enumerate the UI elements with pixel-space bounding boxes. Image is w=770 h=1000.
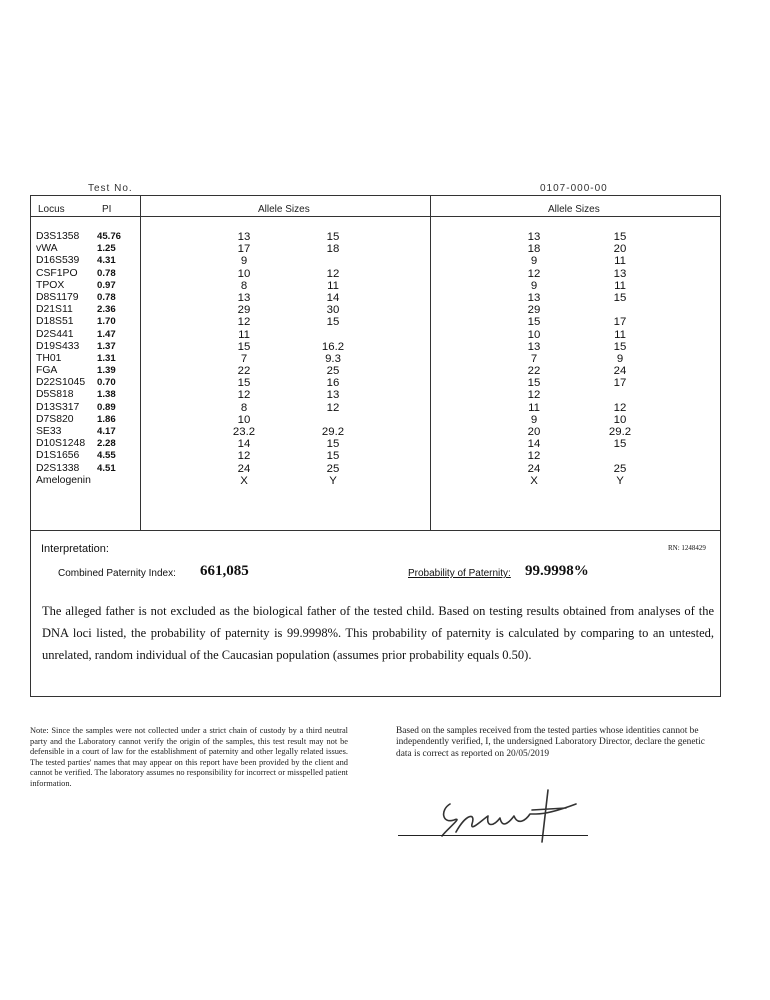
interpretation-label: Interpretation: bbox=[41, 543, 109, 555]
table-cell: 15 bbox=[527, 316, 541, 329]
table-cell: D21S11 bbox=[36, 304, 73, 316]
cut-header-right: 0107-000-00 bbox=[540, 183, 608, 191]
table-cell: 15 bbox=[613, 340, 627, 353]
table-cell: 1.86 bbox=[97, 413, 116, 425]
table-cell: 11 bbox=[327, 279, 339, 292]
table-cell: 24 bbox=[527, 462, 541, 475]
table-cell: 0.78 bbox=[97, 267, 116, 279]
table-cell: TH01 bbox=[36, 352, 62, 364]
table-cell: D2S1338 bbox=[36, 462, 80, 474]
table-cell: 17 bbox=[237, 243, 251, 256]
table-cell: 13 bbox=[613, 267, 627, 280]
table-cell: 15 bbox=[613, 438, 627, 451]
table-cell: 9 bbox=[530, 413, 538, 426]
table-cell: 11 bbox=[614, 328, 626, 341]
table-cell: 24 bbox=[237, 462, 251, 475]
table-cell: 12 bbox=[613, 401, 627, 414]
table-cell: 20 bbox=[527, 426, 541, 438]
table-cell: 12 bbox=[237, 389, 251, 402]
table-cell: 29.2 bbox=[608, 426, 632, 438]
table-cell: D5S818 bbox=[36, 389, 74, 401]
table-cell: 20 bbox=[613, 243, 627, 256]
table-cell: 17 bbox=[613, 377, 627, 390]
table-cell: X bbox=[240, 474, 248, 487]
table-cell: 25 bbox=[326, 365, 340, 378]
table-cell: FGA bbox=[36, 365, 58, 377]
cpi-value: 661,085 bbox=[200, 563, 249, 579]
table-cell: D19S433 bbox=[36, 340, 80, 352]
table-cell: 12 bbox=[527, 267, 541, 280]
table-cell: 16.2 bbox=[321, 340, 345, 353]
table-cell: 9 bbox=[616, 352, 624, 365]
table-cell: 11 bbox=[238, 328, 250, 341]
table-cell: 9 bbox=[530, 279, 538, 292]
table-cell: 24 bbox=[613, 365, 627, 378]
table-cell: 7 bbox=[240, 352, 248, 365]
cut-header-left: Test No. bbox=[88, 183, 133, 191]
table-cell: 4.51 bbox=[97, 462, 116, 474]
table-cell: 1.37 bbox=[97, 340, 116, 352]
table-cell: Y bbox=[329, 474, 337, 487]
table-cell: 13 bbox=[527, 340, 541, 353]
table-cell: 12 bbox=[527, 450, 541, 463]
table-cell: 2.36 bbox=[97, 304, 116, 316]
table-cell: 8 bbox=[240, 401, 248, 414]
table-cell: 30 bbox=[326, 304, 340, 317]
table-cell: 12 bbox=[237, 316, 251, 329]
table-cell: 4.55 bbox=[97, 450, 116, 462]
table-cell: 15 bbox=[613, 291, 627, 304]
table-cell bbox=[600, 389, 640, 401]
table-cell: X bbox=[530, 474, 538, 487]
table-cell: 0.78 bbox=[97, 291, 116, 303]
table-cell: 25 bbox=[326, 462, 340, 475]
table-cell: 18 bbox=[527, 243, 541, 256]
table-cell: 13 bbox=[527, 231, 541, 243]
director-declaration: Based on the samples received from the tested parties whose identities cannot be independently verified, I, the undersigned Laboratory Director, declare the genetic data is correct as reported on 20/05/2019 bbox=[396, 726, 705, 759]
table-cell: 11 bbox=[614, 279, 626, 292]
column-divider bbox=[430, 195, 431, 530]
table-cell: vWA bbox=[36, 243, 58, 255]
table-cell: 15 bbox=[326, 438, 340, 451]
table-cell: 2.28 bbox=[97, 438, 116, 450]
table-cell: 8 bbox=[240, 279, 248, 292]
table-cell: 13 bbox=[527, 291, 541, 304]
person1-allele1-column bbox=[224, 231, 264, 487]
column-divider bbox=[140, 195, 141, 530]
table-cell: CSF1PO bbox=[36, 267, 78, 279]
person2-allele1-column bbox=[514, 231, 554, 487]
table-cell: 18 bbox=[326, 243, 340, 256]
table-cell: 9 bbox=[530, 255, 538, 268]
table-cell: 29 bbox=[237, 304, 251, 317]
table-cell: 12 bbox=[527, 389, 541, 402]
table-cell: 22 bbox=[527, 365, 541, 378]
table-cell: 14 bbox=[527, 438, 541, 451]
person1-allele2-column bbox=[313, 231, 353, 487]
table-cell: 16 bbox=[326, 377, 340, 390]
table-cell: 25 bbox=[613, 462, 627, 475]
table-cell bbox=[97, 475, 137, 487]
table-cell: 9.3 bbox=[325, 352, 341, 365]
table-cell: 15 bbox=[237, 377, 251, 390]
table-cell: 1.47 bbox=[97, 328, 116, 340]
table-cell: 4.17 bbox=[97, 426, 116, 437]
table-cell: 15 bbox=[326, 231, 340, 243]
locus-header: Locus bbox=[38, 204, 65, 215]
table-cell: 1.31 bbox=[97, 352, 116, 364]
pi-column bbox=[97, 231, 137, 487]
table-cell: 0.70 bbox=[97, 377, 116, 389]
table-cell: 0.89 bbox=[97, 401, 116, 413]
table-cell: 15 bbox=[527, 377, 541, 390]
table-cell: D13S317 bbox=[36, 401, 80, 413]
table-cell: 15 bbox=[237, 340, 251, 353]
table-cell: 14 bbox=[326, 291, 340, 304]
cpi-label: Combined Paternity Index: bbox=[58, 568, 176, 579]
table-cell: 12 bbox=[326, 401, 340, 414]
table-cell: D2S441 bbox=[36, 328, 74, 340]
table-cell bbox=[313, 329, 353, 341]
table-cell: 13 bbox=[237, 231, 251, 243]
table-cell: 1.25 bbox=[97, 243, 116, 255]
table-cell: SE33 bbox=[36, 426, 62, 437]
table-cell: 11 bbox=[614, 255, 626, 268]
rn-number: RN: 1248429 bbox=[668, 544, 706, 552]
table-cell: 7 bbox=[530, 352, 538, 365]
interpretation-paragraph: The alleged father is not excluded as the biological father of the tested child. Based on testing results obtained from analyses of the DNA loci listed, the probability of paternity is 99.9998%. This probability of paternity is calculated by comparing to an untested, unrelated, random individual of the Caucasian population (assumes prior probability equals 0.50). bbox=[42, 604, 714, 662]
table-cell bbox=[600, 450, 640, 462]
table-cell: 14 bbox=[237, 438, 251, 451]
table-cell: 45.76 bbox=[97, 231, 122, 242]
table-cell: D7S820 bbox=[36, 413, 74, 425]
table-cell: 13 bbox=[237, 291, 251, 304]
table-cell: 15 bbox=[326, 316, 340, 329]
table-cell bbox=[600, 304, 640, 316]
person2-allele2-column bbox=[600, 231, 640, 487]
signature-line bbox=[398, 835, 588, 836]
table-cell: Amelogenin bbox=[36, 474, 91, 486]
table-cell: 10 bbox=[237, 267, 251, 280]
table-cell: Y bbox=[616, 474, 624, 487]
table-cell: 11 bbox=[528, 401, 540, 414]
probability-label: Probability of Paternity: bbox=[408, 568, 511, 579]
table-cell: D8S1179 bbox=[36, 291, 79, 303]
table-cell: 22 bbox=[237, 365, 251, 378]
table-cell: D22S1045 bbox=[36, 377, 86, 389]
table-cell: 23.2 bbox=[232, 426, 256, 438]
table-cell: D10S1248 bbox=[36, 438, 86, 450]
allele-sizes-header-1: Allele Sizes bbox=[258, 204, 310, 215]
table-cell: 4.31 bbox=[97, 255, 116, 267]
pi-header: PI bbox=[102, 204, 112, 215]
table-cell: 1.39 bbox=[97, 365, 116, 377]
table-cell: D16S539 bbox=[36, 255, 80, 267]
table-cell bbox=[313, 255, 353, 267]
table-cell: 10 bbox=[527, 328, 541, 341]
table-cell: 29.2 bbox=[321, 426, 345, 438]
table-cell: 15 bbox=[613, 231, 627, 243]
table-cell: 10 bbox=[613, 413, 627, 426]
table-cell: 1.38 bbox=[97, 389, 116, 401]
table-cell: D18S51 bbox=[36, 316, 74, 328]
table-cell: 17 bbox=[613, 316, 627, 329]
table-cell: 12 bbox=[326, 267, 340, 280]
allele-sizes-header-2: Allele Sizes bbox=[548, 204, 600, 215]
probability-value: 99.9998% bbox=[525, 563, 589, 579]
table-cell: 1.70 bbox=[97, 316, 116, 328]
table-cell: 0.97 bbox=[97, 279, 116, 291]
table-cell: 12 bbox=[237, 450, 251, 463]
table-cell: 13 bbox=[326, 389, 340, 402]
table-cell: 9 bbox=[240, 255, 248, 268]
custody-note: Note: Since the samples were not collected under a strict chain of custody by a third neutral party and the Laboratory cannot verify the origin of the samples, this test result may not be defensible in a court of law for the establishment of paternity and other legally related issues. The tested parties' names that may appear on this report have been provided by the client and cannot be verified. The laboratory assumes no responsibility for incorrect or misspelled patient information. bbox=[30, 726, 348, 788]
table-cell bbox=[313, 414, 353, 426]
table-cell: 29 bbox=[527, 304, 541, 317]
table-bottom-line bbox=[30, 530, 721, 531]
table-cell: D1S1656 bbox=[36, 450, 80, 462]
locus-column bbox=[36, 231, 96, 487]
table-header-row bbox=[30, 195, 721, 217]
table-cell: 15 bbox=[326, 450, 340, 463]
table-cell: 10 bbox=[237, 413, 251, 426]
table-cell: D3S1358 bbox=[36, 231, 80, 242]
table-cell: TPOX bbox=[36, 279, 65, 291]
